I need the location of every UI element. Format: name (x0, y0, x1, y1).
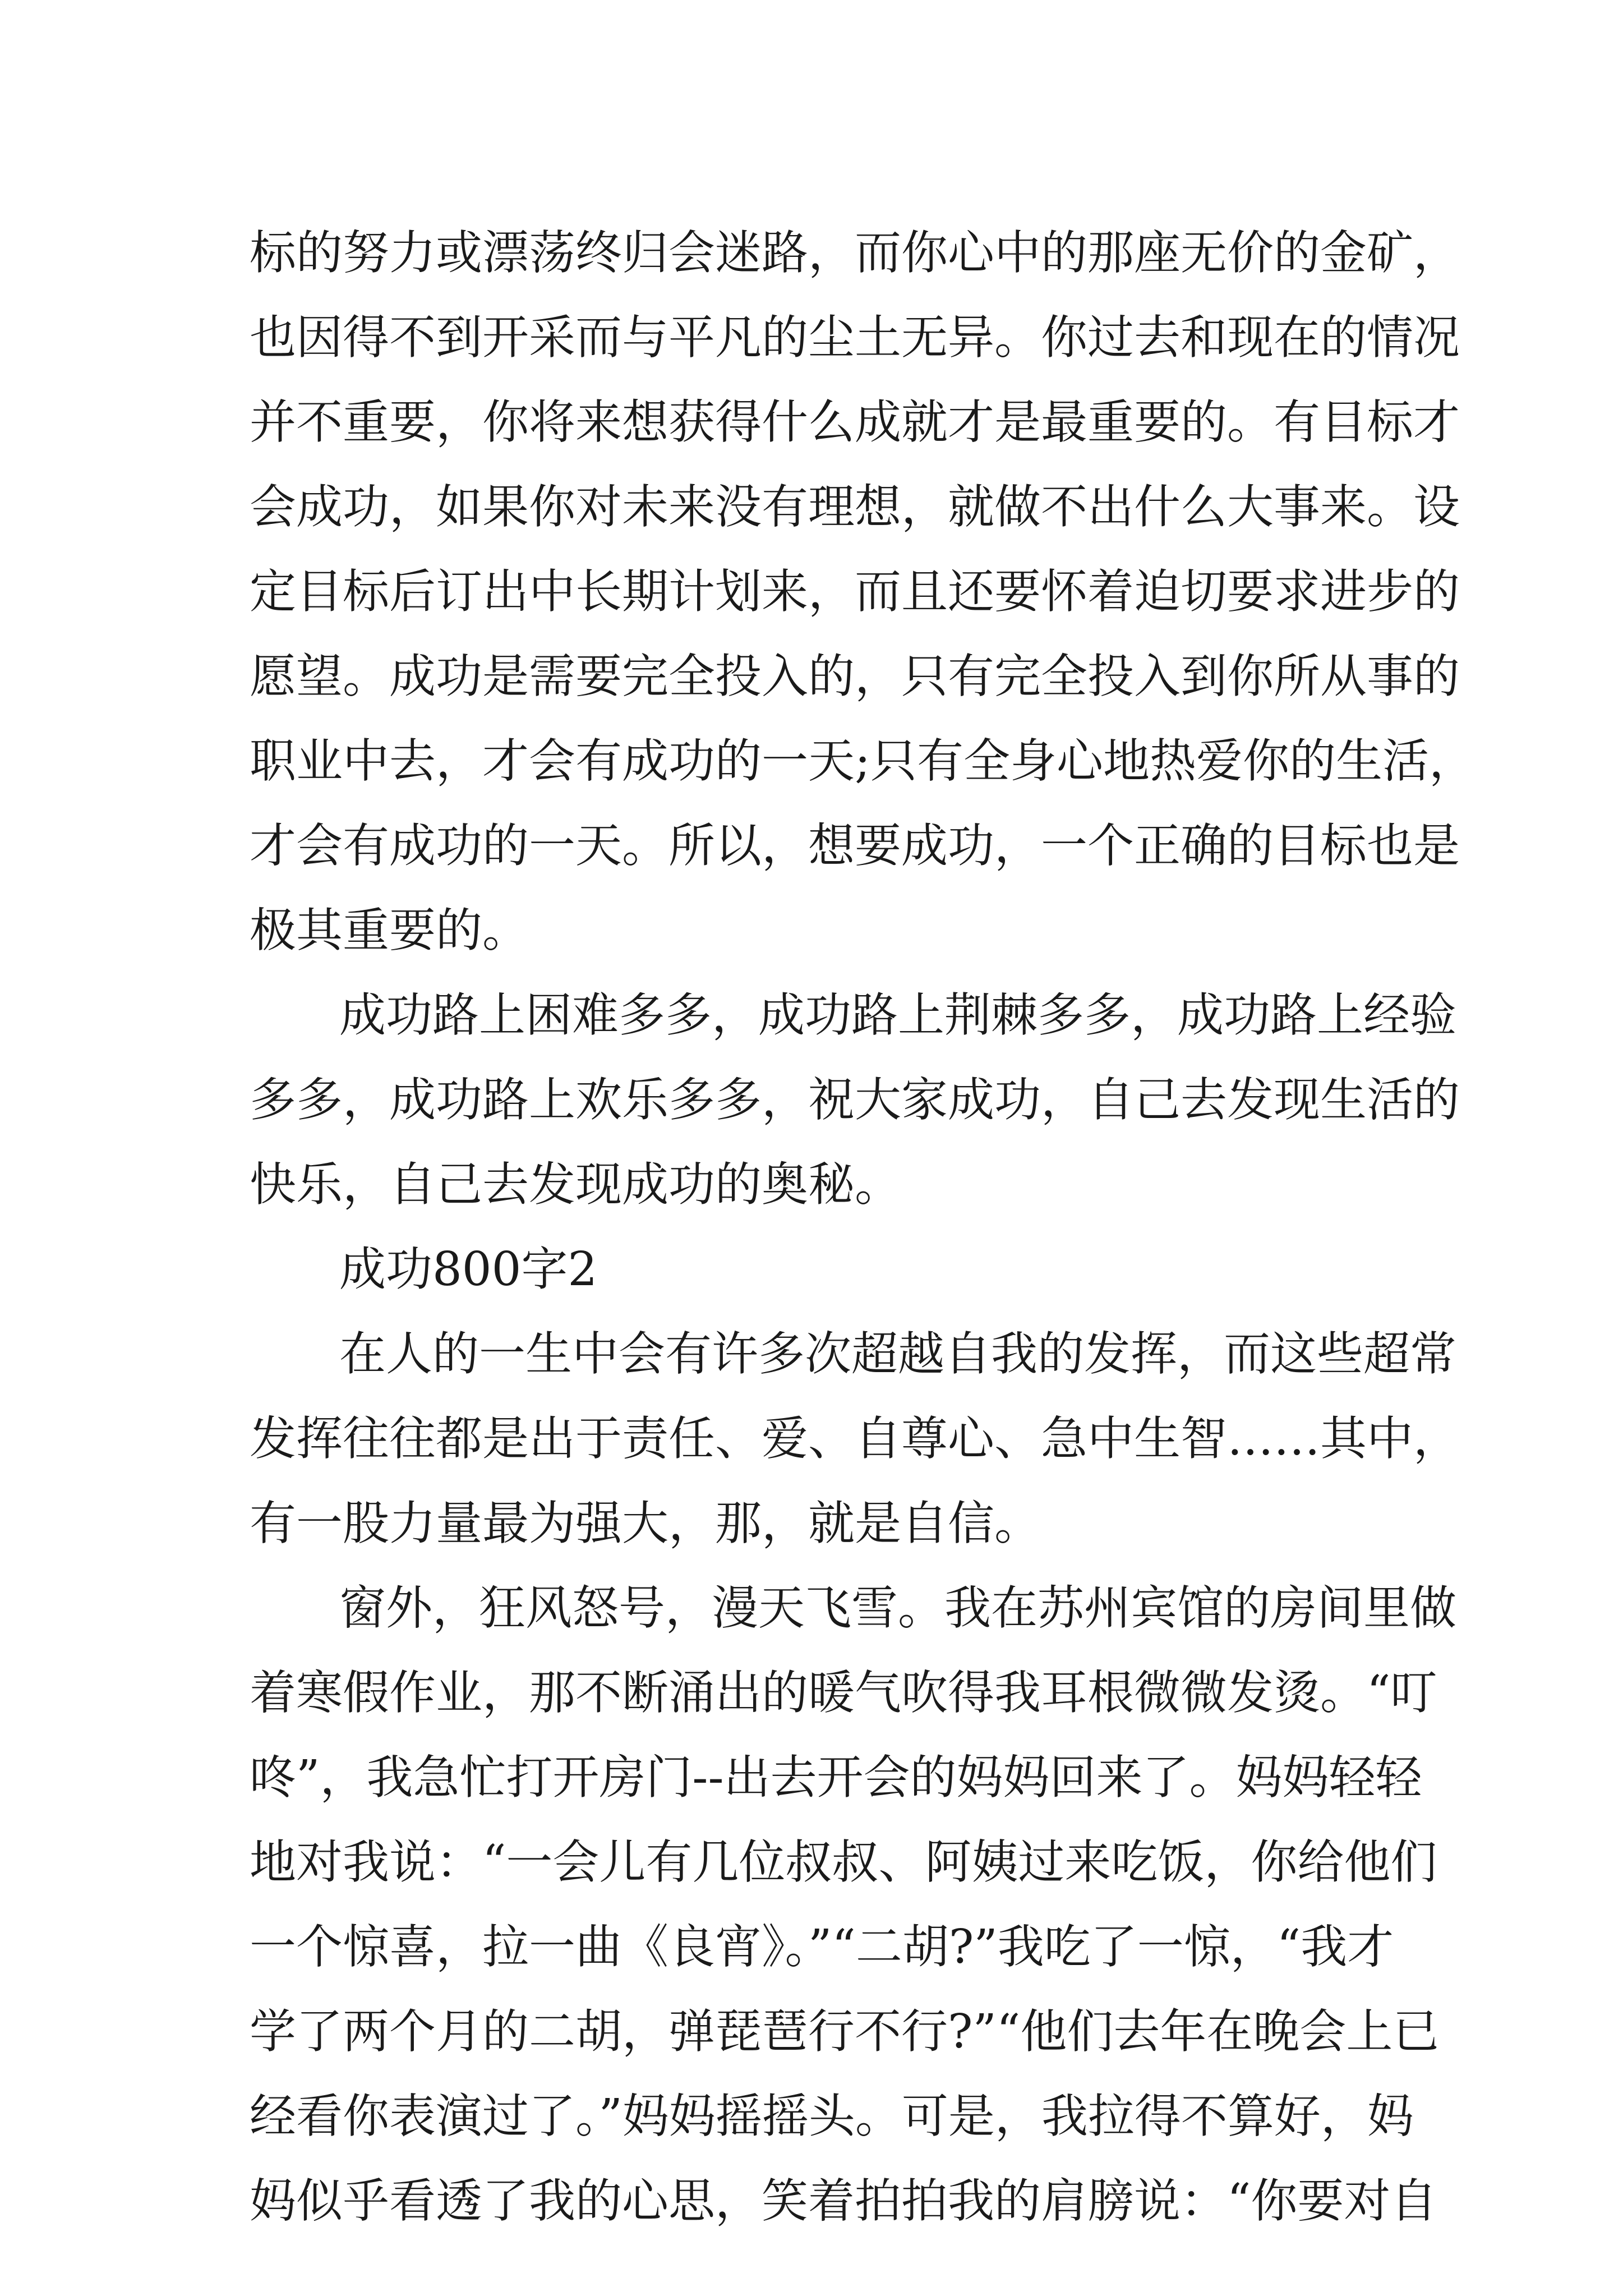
text-line: 咚”，我急忙打开房门--出去开会的妈妈回来了。妈妈轻轻 (250, 1750, 1422, 1805)
section-heading: 成功800字2 (339, 1242, 598, 1296)
text-line: 愿望。成功是需要完全投入的，只有完全投入到你所从事的 (250, 649, 1460, 703)
text-line: 标的努力或漂荡终归会迷路，而你心中的那座无价的金矿， (250, 226, 1460, 280)
paragraph-end-line: 快乐，自己去发现成功的奥秘。 (250, 1157, 901, 1212)
body-text (250, 210, 1476, 2243)
paragraph-first-line: 成功路上困难多多，成功路上荆棘多多，成功路上经验 (339, 988, 1456, 1042)
text-line: 妈似乎看透了我的心思，笑着拍拍我的肩膀说：“你要对自 (250, 2174, 1437, 2228)
text-line: 地对我说：“一会儿有几位叔叔、阿姨过来吃饭，你给他们 (250, 1835, 1437, 1889)
text-line: 定目标后订出中长期计划来，而且还要怀着迫切要求进步的 (250, 564, 1460, 619)
text-line: 一个惊喜，拉一曲《良宵》。”“二胡?”我吃了一惊，“我才 (250, 1920, 1394, 1974)
text-line: 着寒假作业，那不断涌出的暖气吹得我耳根微微发烫。“叮 (250, 1665, 1437, 1720)
text-line: 也因得不到开采而与平凡的尘土无异。你过去和现在的情况 (250, 310, 1460, 365)
paragraph-end-line: 有一股力量最为强大，那，就是自信。 (250, 1496, 1041, 1550)
text-line: 经看你表演过了。”妈妈摇摇头。可是，我拉得不算好，妈 (250, 2089, 1414, 2143)
text-line: 多多，成功路上欢乐多多，祝大家成功，自己去发现生活的 (250, 1073, 1460, 1127)
text-line: 才会有成功的一天。所以，想要成功，一个正确的目标也是 (250, 818, 1460, 873)
paragraph-first-line: 窗外，狂风怒号，漫天飞雪。我在苏州宾馆的房间里做 (339, 1581, 1456, 1635)
text-line: 学了两个月的二胡，弹琵琶行不行?”“他们去年在晚会上已 (250, 2004, 1440, 2059)
text-line: 发挥往往都是出于责任、爱、自尊心、急中生智……其中， (250, 1411, 1460, 1466)
paragraph-end-line: 极其重要的。 (250, 903, 529, 958)
paragraph-first-line: 在人的一生中会有许多次超越自我的发挥，而这些超常 (339, 1327, 1456, 1381)
text-line: 并不重要，你将来想获得什么成就才是最重要的。有目标才 (250, 395, 1460, 449)
text-line: 职业中去，才会有成功的一天;只有全身心地热爱你的生活， (250, 734, 1476, 788)
text-line: 会成功，如果你对未来没有理想，就做不出什么大事来。设 (250, 480, 1460, 534)
